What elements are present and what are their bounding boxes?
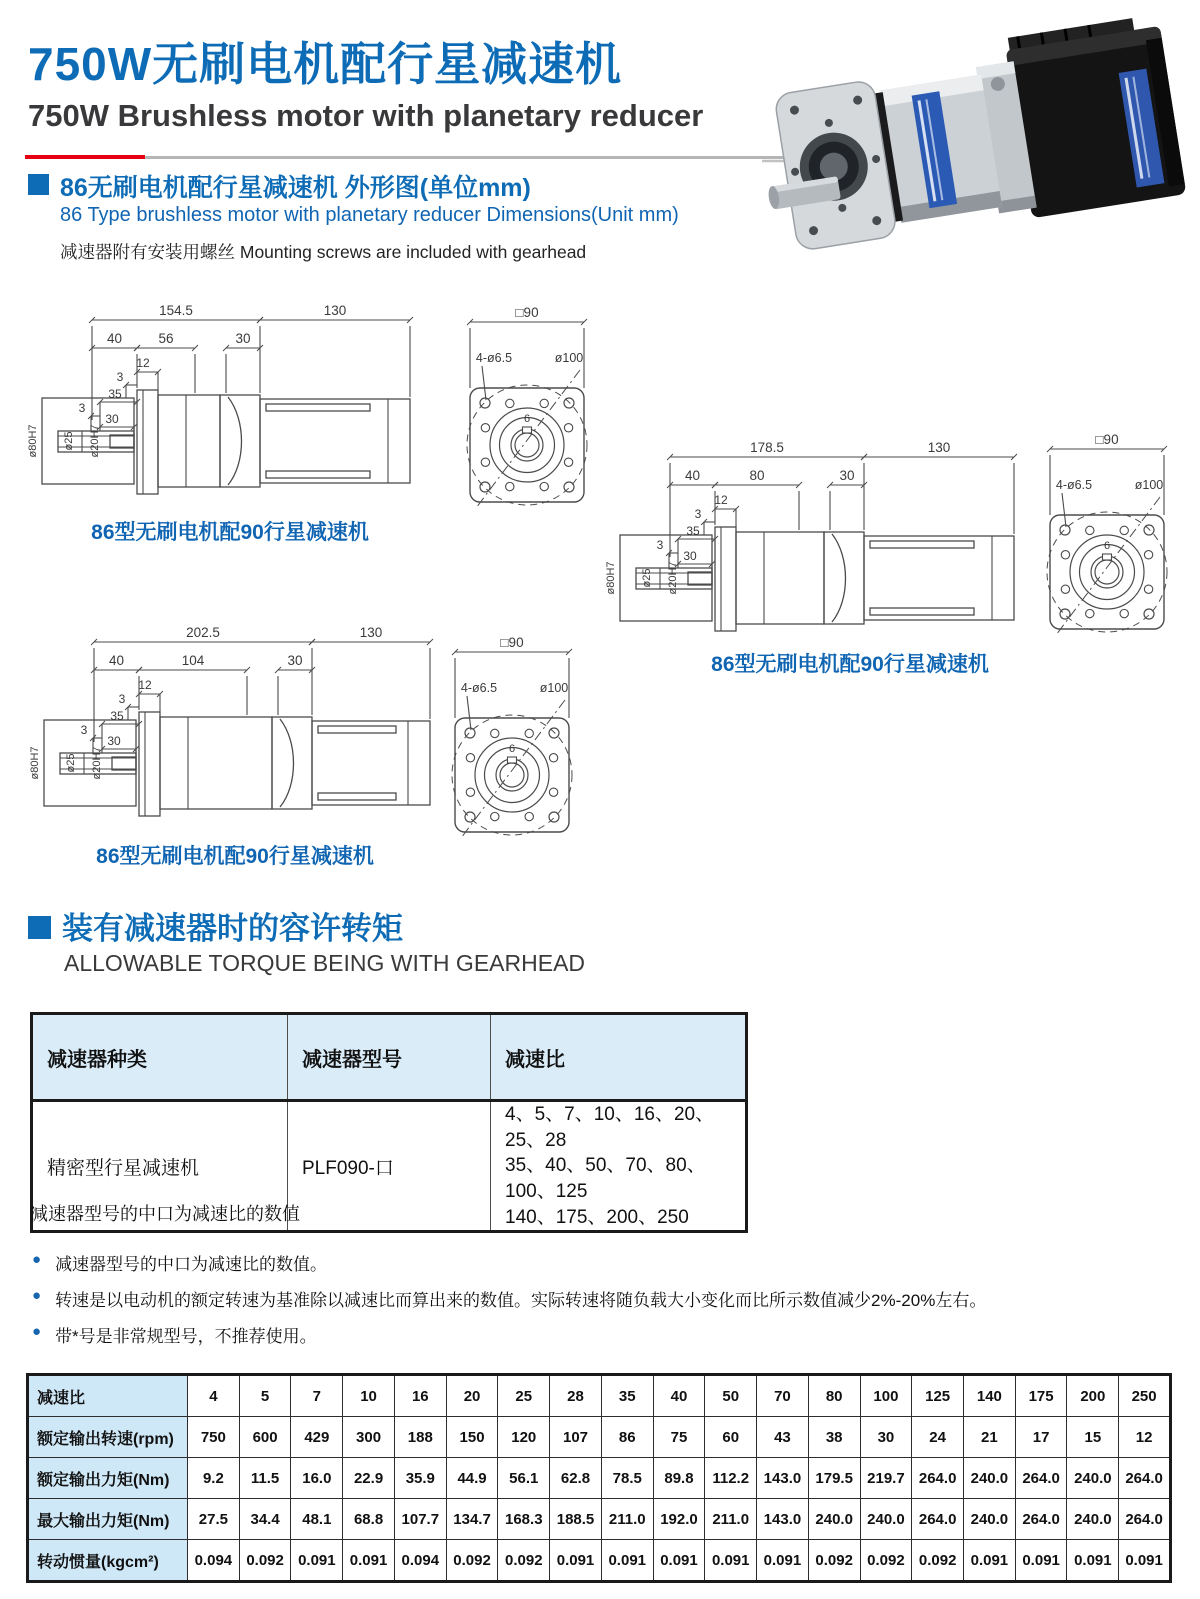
spec-value-cell: 0.091 (757, 1540, 809, 1582)
dim-label: □90 (1095, 432, 1119, 447)
dim-label: 40 (108, 653, 125, 668)
spec-value-cell: 9.2 (188, 1458, 240, 1499)
spec-value-cell: 27.5 (188, 1499, 240, 1540)
spec-value-cell: 192.0 (653, 1499, 705, 1540)
ratio-line: 35、40、50、70、80、100、125 (505, 1155, 706, 1202)
spec-value-cell: 264.0 (1015, 1499, 1067, 1540)
drawing-caption-3: 86型无刷电机配90行星减速机 (96, 845, 374, 868)
spec-value-cell: 34.4 (239, 1499, 291, 1540)
row-label-cell: 额定输出转速(rpm) (28, 1417, 188, 1458)
spec-value-cell: 0.092 (808, 1540, 860, 1582)
spec-value-cell: 125 (912, 1375, 964, 1417)
dim-label: 30 (683, 549, 697, 563)
dim-label: 202.5 (186, 625, 220, 640)
dim-label: 35 (110, 709, 124, 723)
flange-view-3 (437, 630, 587, 840)
note-text: 转速是以电动机的额定转速为基准除以减速比而算出来的数值。实际转速将随负载大小变化而比所示数值减少2%-20%左右。 (55, 1291, 987, 1310)
spec-value-cell: 50 (705, 1375, 757, 1417)
spec-value-cell: 0.092 (912, 1540, 964, 1582)
spec-value-cell: 112.2 (705, 1458, 757, 1499)
reducer-table-note: 减速器型号的中口为减速比的数值 (30, 1204, 300, 1224)
spec-value-cell: 168.3 (498, 1499, 550, 1540)
dim-label: 6 (508, 743, 516, 755)
spec-value-cell: 0.091 (705, 1540, 757, 1582)
spec-value-cell: 38 (808, 1417, 860, 1458)
spec-value-cell: 0.091 (1015, 1540, 1067, 1582)
spec-value-cell: 0.091 (1067, 1540, 1119, 1582)
spec-value-cell: 28 (550, 1375, 602, 1417)
note-item (30, 1286, 1180, 1311)
spec-value-cell: 89.8 (653, 1458, 705, 1499)
dim-label: 30 (287, 653, 303, 668)
spec-value-cell: 68.8 (343, 1499, 395, 1540)
drawing-caption-2: 86型无刷电机配90行星减速机 (711, 653, 989, 676)
spec-value-cell: 240.0 (1067, 1458, 1119, 1499)
dim-label: 4-ø6.5 (1055, 478, 1093, 492)
spec-value-cell: 4 (188, 1375, 240, 1417)
spec-value-cell: 264.0 (912, 1458, 964, 1499)
dim-label: 30 (107, 734, 121, 748)
dim-label: 40 (684, 468, 701, 483)
table-row (28, 1499, 1171, 1540)
spec-value-cell: 211.0 (601, 1499, 653, 1540)
spec-value-cell: 20 (446, 1375, 498, 1417)
column-header: 减速器种类 (32, 1014, 288, 1101)
table-row (28, 1417, 1171, 1458)
spec-value-cell: 429 (291, 1417, 343, 1458)
spec-value-cell: 219.7 (860, 1458, 912, 1499)
dim-label: 3 (656, 538, 664, 552)
dim-label: 3 (694, 507, 702, 521)
bullet-icon: ● (32, 1251, 42, 1268)
spec-value-cell: 264.0 (1119, 1499, 1171, 1540)
dim-label: ø25 (641, 568, 653, 588)
spec-value-cell: 30 (860, 1417, 912, 1458)
spec-value-cell: 134.7 (446, 1499, 498, 1540)
dim-label: 4-ø6.5 (460, 681, 498, 695)
spec-value-cell: 0.091 (291, 1540, 343, 1582)
dim-label: ø20H7 (91, 746, 103, 780)
section-marker-icon (28, 916, 51, 939)
dim-label: 12 (136, 356, 150, 370)
spec-value-cell: 0.092 (239, 1540, 291, 1582)
bullet-icon: ● (32, 1323, 42, 1340)
section1-heading-en: 86 Type brushless motor with planetary reducer Dimensions(Unit mm) (60, 204, 679, 226)
column-header: 减速器型号 (288, 1014, 491, 1101)
row-label-cell: 额定输出力矩(Nm) (28, 1458, 188, 1499)
spec-value-cell: 35 (601, 1375, 653, 1417)
row-label-cell: 转动惯量(kgcm²) (28, 1540, 188, 1582)
spec-value-cell: 0.091 (550, 1540, 602, 1582)
section2-heading-en: ALLOWABLE TORQUE BEING WITH GEARHEAD (64, 950, 586, 976)
dimension-drawing-1 (22, 298, 462, 533)
spec-value-cell: 600 (239, 1417, 291, 1458)
spec-value-cell: 56.1 (498, 1458, 550, 1499)
spec-value-cell: 7 (291, 1375, 343, 1417)
spec-value-cell: 62.8 (550, 1458, 602, 1499)
spec-value-cell: 15 (1067, 1417, 1119, 1458)
dim-label: ø25 (65, 753, 77, 773)
spec-value-cell: 264.0 (1119, 1458, 1171, 1499)
spec-value-cell: 0.091 (653, 1540, 705, 1582)
spec-value-cell: 143.0 (757, 1458, 809, 1499)
note-text: 带*号是非常规型号，不推荐使用。 (55, 1327, 317, 1346)
spec-value-cell: 0.092 (498, 1540, 550, 1582)
spec-value-cell: 179.5 (808, 1458, 860, 1499)
dim-label: ø20H7 (89, 424, 101, 458)
spec-value-cell: 0.092 (860, 1540, 912, 1582)
flange-view-1 (452, 300, 602, 510)
dim-label: ø80H7 (29, 746, 41, 780)
dim-label: □90 (500, 635, 524, 650)
spec-value-cell: 48.1 (291, 1499, 343, 1540)
dim-label: 12 (714, 493, 728, 507)
row-label-cell: 最大输出力矩(Nm) (28, 1499, 188, 1540)
dim-label: ø100 (539, 681, 569, 695)
notes-list (30, 1250, 1180, 1347)
spec-value-cell: 21 (964, 1417, 1016, 1458)
spec-value-cell: 750 (188, 1417, 240, 1458)
dim-label: 30 (105, 412, 119, 426)
dim-label: 40 (106, 331, 123, 346)
spec-value-cell: 16 (394, 1375, 446, 1417)
dim-label: 80 (749, 468, 765, 483)
dim-label: 104 (181, 653, 205, 668)
spec-value-cell: 75 (653, 1417, 705, 1458)
spec-value-cell: 300 (343, 1417, 395, 1458)
note-item (30, 1322, 1180, 1347)
spec-value-cell: 240.0 (964, 1458, 1016, 1499)
spec-value-cell: 17 (1015, 1417, 1067, 1458)
spec-value-cell: 70 (757, 1375, 809, 1417)
dim-label: 35 (686, 524, 700, 538)
spec-value-cell: 0.091 (601, 1540, 653, 1582)
section2-heading-cn: 装有减速器时的容许转矩 (62, 911, 403, 946)
page-title-en: 750W Brushless motor with planetary reducer (28, 98, 704, 133)
spec-value-cell: 175 (1015, 1375, 1067, 1417)
product-photo (762, 4, 1192, 272)
spec-value-cell: 80 (808, 1375, 860, 1417)
ratio-line: 140、175、200、250 (505, 1206, 689, 1228)
dim-label: ø100 (554, 351, 584, 365)
spec-value-cell: 0.092 (446, 1540, 498, 1582)
spec-value-cell: 120 (498, 1417, 550, 1458)
spec-value-cell: 188.5 (550, 1499, 602, 1540)
spec-value-cell: 240.0 (1067, 1499, 1119, 1540)
spec-value-cell: 25 (498, 1375, 550, 1417)
dim-label: 130 (323, 303, 347, 318)
spec-value-cell: 150 (446, 1417, 498, 1458)
spec-value-cell: 250 (1119, 1375, 1171, 1417)
spec-value-cell: 5 (239, 1375, 291, 1417)
dim-label: 130 (359, 625, 383, 640)
note-item (30, 1250, 1180, 1275)
divider-red (25, 155, 145, 159)
section1-heading-cn: 86无刷电机配行星减速机 外形图(单位mm) (60, 174, 531, 202)
dim-label: 3 (80, 723, 88, 737)
table-row (28, 1375, 1171, 1417)
spec-value-cell: 143.0 (757, 1499, 809, 1540)
dim-label: 35 (108, 387, 122, 401)
row-label-cell: 减速比 (28, 1375, 188, 1417)
dim-label: □90 (515, 305, 539, 320)
spec-value-cell: 264.0 (1015, 1458, 1067, 1499)
dim-label: 130 (927, 440, 951, 455)
spec-value-cell: 24 (912, 1417, 964, 1458)
spec-value-cell: 140 (964, 1375, 1016, 1417)
spec-value-cell: 107.7 (394, 1499, 446, 1540)
dim-label: 6 (523, 413, 531, 425)
section1-note: 减速器附有安装用螺丝 Mounting screws are included with gearhead (60, 242, 587, 262)
ratio-line: 4、5、7、10、16、20、25、28 (505, 1104, 715, 1151)
dim-label: 30 (235, 331, 251, 346)
spec-value-cell: 0.091 (1119, 1540, 1171, 1582)
spec-value-cell: 107 (550, 1417, 602, 1458)
column-header: 减速比 (491, 1014, 747, 1101)
section-marker-icon (28, 174, 49, 195)
spec-value-cell: 86 (601, 1417, 653, 1458)
divider-gray (145, 156, 787, 159)
spec-value-cell: 211.0 (705, 1499, 757, 1540)
spec-value-cell: 43 (757, 1417, 809, 1458)
spec-value-cell: 100 (860, 1375, 912, 1417)
drawing-caption-1: 86型无刷电机配90行星减速机 (91, 521, 369, 544)
spec-value-cell: 188 (394, 1417, 446, 1458)
spec-value-cell: 35.9 (394, 1458, 446, 1499)
dim-label: 178.5 (750, 440, 784, 455)
table-row (28, 1458, 1171, 1499)
dim-label: ø25 (63, 431, 75, 451)
dim-label: ø20H7 (667, 561, 679, 595)
dim-label: 3 (78, 401, 86, 415)
spec-value-cell: 16.0 (291, 1458, 343, 1499)
spec-value-cell: 22.9 (343, 1458, 395, 1499)
spec-value-cell: 12 (1119, 1417, 1171, 1458)
spec-value-cell: 240.0 (860, 1499, 912, 1540)
reducer-model-cell: PLF090-口 (288, 1101, 491, 1232)
bullet-icon: ● (32, 1287, 42, 1304)
dim-label: 154.5 (159, 303, 193, 318)
spec-value-cell: 264.0 (912, 1499, 964, 1540)
dim-label: 4-ø6.5 (475, 351, 513, 365)
spec-value-cell: 78.5 (601, 1458, 653, 1499)
spec-value-cell: 10 (343, 1375, 395, 1417)
spec-value-cell: 240.0 (808, 1499, 860, 1540)
spec-value-cell: 44.9 (446, 1458, 498, 1499)
spec-table-body (28, 1375, 1171, 1582)
dim-label: 12 (138, 678, 152, 692)
spec-value-cell: 11.5 (239, 1458, 291, 1499)
spec-value-cell: 40 (653, 1375, 705, 1417)
dim-label: ø80H7 (27, 424, 39, 458)
note-text: 减速器型号的中口为减速比的数值。 (55, 1255, 328, 1274)
dimension-drawing-2 (600, 435, 1066, 670)
page-title-cn: 750W无刷电机配行星减速机 (28, 38, 623, 90)
dim-label: ø100 (1134, 478, 1164, 492)
spec-value-cell: 0.091 (343, 1540, 395, 1582)
dim-label: 56 (158, 331, 174, 346)
reducer-type-cell: 精密型行星减速机 (32, 1101, 288, 1232)
dim-label: 3 (116, 370, 124, 384)
flange-view-2 (1032, 427, 1182, 637)
dim-label: 3 (118, 692, 126, 706)
spec-value-cell: 200 (1067, 1375, 1119, 1417)
table-row (28, 1540, 1171, 1582)
dim-label: 6 (1103, 540, 1111, 552)
spec-value-cell: 0.094 (394, 1540, 446, 1582)
spec-value-cell: 240.0 (964, 1499, 1016, 1540)
spec-value-cell: 0.094 (188, 1540, 240, 1582)
spec-table (26, 1373, 1172, 1583)
spec-value-cell: 0.091 (964, 1540, 1016, 1582)
dim-label: ø80H7 (605, 561, 617, 595)
spec-value-cell: 60 (705, 1417, 757, 1458)
dim-label: 30 (839, 468, 855, 483)
reducer-ratios-cell (491, 1101, 747, 1232)
